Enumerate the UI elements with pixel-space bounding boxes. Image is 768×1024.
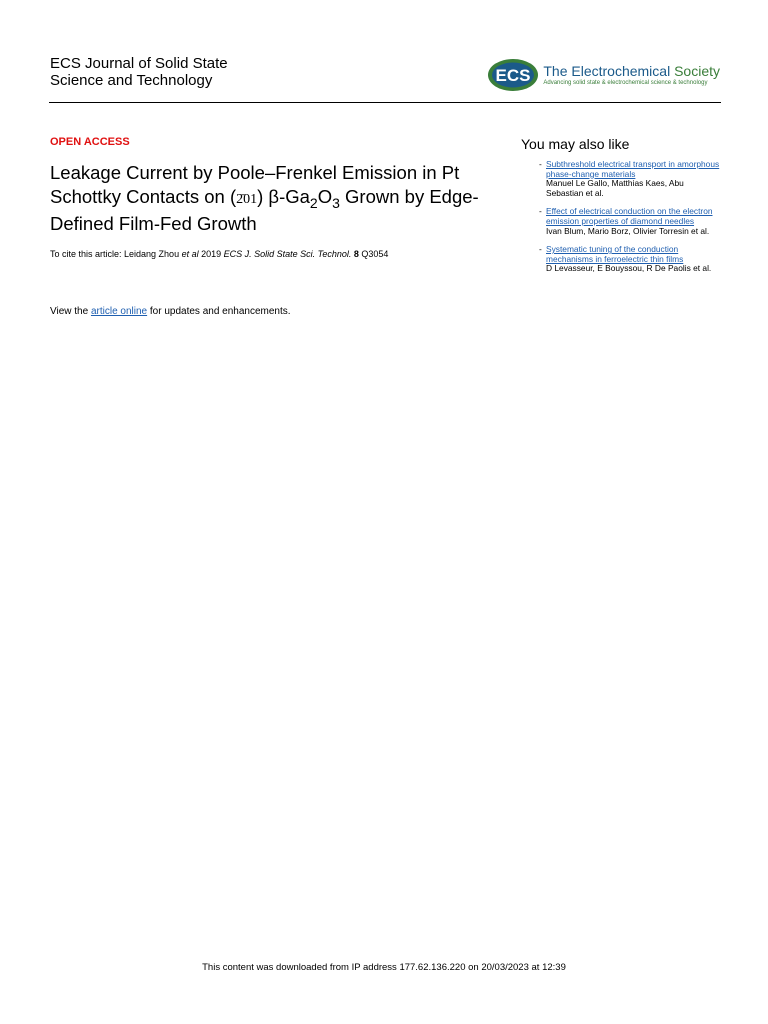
- logo-tagline: Advancing solid state & electrochemical science & technology: [543, 80, 708, 86]
- cite-page: Q3054: [358, 249, 389, 259]
- related-authors-2: Ivan Blum, Mario Borz, Olivier Torresin et al.: [546, 225, 710, 236]
- journal-name-line1: ECS Journal of Solid State: [50, 55, 228, 72]
- cite-prefix: To cite this article: Leidang Zhou: [50, 249, 182, 259]
- page-header: [50, 55, 720, 103]
- related-authors-1: Manuel Le Gallo, Matthias Kaes, Abu Sebastian et al.: [546, 178, 684, 198]
- related-link-2[interactable]: Effect of electrical conduction on the electron emission properties of diamond needles: [546, 206, 713, 226]
- related-link-3[interactable]: Systematic tuning of the conduction mechanisms in ferroelectric thin films: [546, 244, 684, 264]
- logo-text: [543, 63, 720, 87]
- sidebar-title: You may also like: [521, 136, 630, 152]
- related-item: [521, 207, 721, 236]
- article-title: [50, 161, 520, 236]
- cite-etal: et al: [181, 249, 199, 259]
- title-subscript-3: 3: [332, 195, 340, 211]
- citation: [50, 249, 388, 259]
- open-access-label: OPEN ACCESS: [50, 136, 130, 148]
- bullet-dash: -: [539, 159, 542, 169]
- bullet-dash: -: [539, 244, 542, 255]
- article-online-link[interactable]: article online: [90, 306, 148, 317]
- logo-title-part2: Society: [674, 63, 720, 79]
- header-divider: [49, 102, 721, 103]
- ecs-logo[interactable]: [487, 55, 720, 95]
- view-prefix: View the: [50, 306, 91, 317]
- journal-name-line2: Science and Technology: [50, 72, 213, 89]
- cite-volume: 8: [353, 249, 359, 259]
- title-part4: Grown by Edge-Defined Film-Fed Growth: [50, 186, 479, 234]
- journal-name: [50, 55, 228, 89]
- title-subscript-2: 2: [309, 195, 318, 211]
- title-miller-index: 2̄01: [236, 192, 258, 207]
- related-authors-3: D Levasseur, E Bouyssou, R De Paolis et al.: [546, 263, 712, 274]
- title-part3: O: [317, 186, 333, 207]
- cite-journal: ECS J. Solid State Sci. Technol.: [223, 249, 352, 259]
- logo-title: [543, 63, 720, 79]
- related-link-1[interactable]: Subthreshold electrical transport in amorphous phase-change materials: [546, 159, 720, 179]
- download-footer: This content was downloaded from IP address 177.62.136.220 on 20/03/2023 at 12:39: [202, 962, 566, 973]
- view-online-line: [50, 306, 291, 317]
- related-articles-sidebar: [521, 136, 721, 283]
- bullet-dash: -: [539, 206, 542, 217]
- related-item: [521, 160, 721, 198]
- logo-title-part1: The Electrochemical: [543, 63, 671, 79]
- related-item: [521, 245, 721, 274]
- view-suffix: for updates and enhancements.: [147, 306, 291, 317]
- cite-year: 2019: [198, 249, 224, 259]
- title-part1: Leakage Current by Poole–Frenkel Emission in Pt Schottky Contacts on (: [50, 162, 460, 207]
- ecs-logo-icon: [487, 58, 539, 92]
- logo-mark-text: ECS: [495, 66, 531, 85]
- title-part2: ) β-Ga: [257, 186, 310, 207]
